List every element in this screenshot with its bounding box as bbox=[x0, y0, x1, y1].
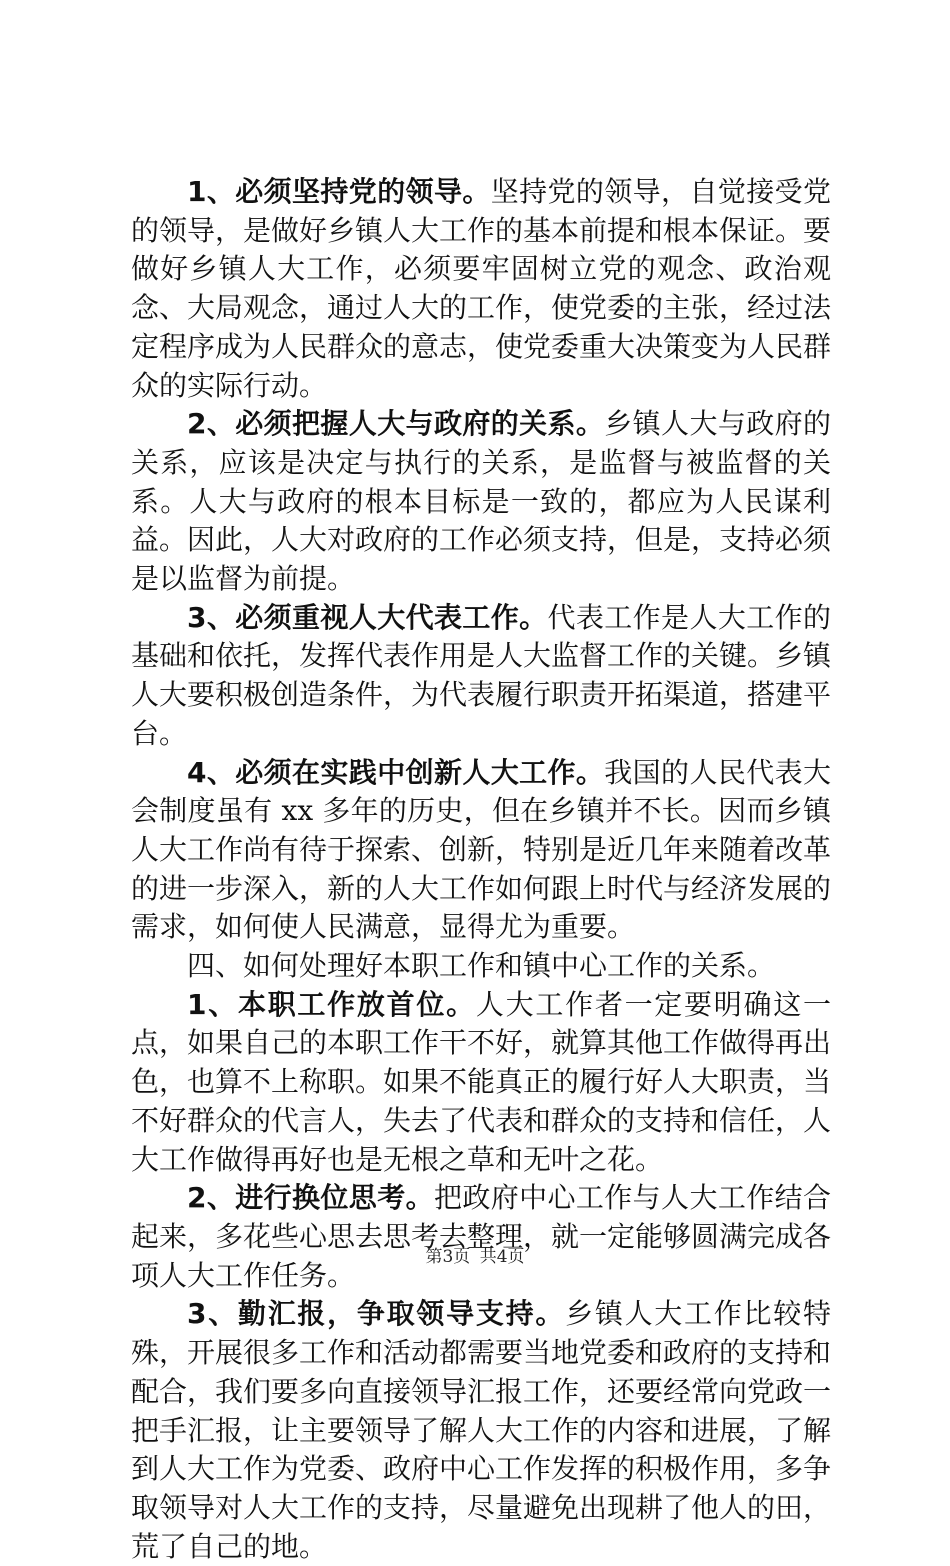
paragraph-lead: 3、必须重视人大代表工作。 bbox=[187, 600, 548, 634]
paragraph-lead: 2、进行换位思考。 bbox=[187, 1181, 434, 1215]
paragraph-text: 我国的人民代表大会制度虽有 xx 多年的历史，但在乡镇并不长。因而乡镇人大工作尚有待于探索、创新，特别是近几年来随着改革的进一步深入，新的人大工作如何跟上时代与经济发展的需求，如何使人民满意，显得尤为重要。 bbox=[131, 755, 832, 944]
paragraph-lead: 1、必须坚持党的领导。 bbox=[187, 175, 491, 208]
paragraph-text: 人大工作者一定要明确这一点，如果自己的本职工作干不好，就算其他工作做得再出色，也算不上称职。如果不能真正的履行好人大职责，当不好群众的代言人，失去了代表和群众的支持和信任，人大工作做得再好也是无根之草和无叶之花。 bbox=[131, 987, 832, 1176]
page-footer bbox=[0, 1242, 950, 1267]
paragraph-1 bbox=[131, 173, 831, 405]
page-total: 共4页 bbox=[479, 1247, 525, 1267]
section-paragraph-2 bbox=[131, 1179, 831, 1295]
paragraph-text: 坚持党的领导，自觉接受党的领导，是做好乡镇人大工作的基本前提和根本保证。要做好乡镇人大工作，必须要牢固树立党的观念、政治观念、大局观念，通过人大的工作，使党委的主张，经过法定程序成为人民群众的意志，使党委重大决策变为人民群众的实际行动。 bbox=[131, 175, 832, 402]
paragraph-4 bbox=[131, 754, 831, 948]
section-heading: 四、如何处理好本职工作和镇中心工作的关系。 bbox=[187, 949, 776, 983]
document-body bbox=[131, 173, 831, 1566]
paragraph-text: 乡镇人大与政府的关系，应该是决定与执行的关系，是监督与被监督的关系。人大与政府的根本目标是一致的，都应为人民谋利益。因此，人大对政府的工作必须支持，但是，支持必须是以监督为前提。 bbox=[131, 407, 832, 596]
page-number: 第3页 bbox=[425, 1247, 471, 1267]
paragraph-text: 乡镇人大工作比较特殊，开展很多工作和活动都需要当地党委和政府的支持和配合，我们要多向直接领导汇报工作，还要经常向党政一把手汇报，让主要领导了解人大工作的内容和进展，了解到人大工作为党委、政府中心工作发挥的积极作用，多争取领导对人大工作的支持，尽量避免出现耕了他人的田，荒了自己的地。 bbox=[131, 1297, 832, 1563]
paragraph-text: 把政府中心工作与人大工作结合起来，多花些心思去思考去整理，就一定能够圆满完成各项人大工作任务。 bbox=[131, 1181, 832, 1292]
section-paragraph-1 bbox=[131, 986, 831, 1180]
paragraph-lead: 1、本职工作放首位。 bbox=[187, 987, 476, 1021]
paragraph-lead: 4、必须在实践中创新人大工作。 bbox=[187, 755, 605, 789]
paragraph-2 bbox=[131, 405, 831, 599]
paragraph-lead: 2、必须把握人大与政府的关系。 bbox=[187, 407, 605, 441]
paragraph-lead: 3、勤汇报，争取领导支持。 bbox=[187, 1297, 566, 1331]
paragraph-text: 代表工作是人大工作的基础和依托，发挥代表作用是人大监督工作的关键。乡镇人大要积极创造条件，为代表履行职责开拓渠道，搭建平台。 bbox=[131, 600, 832, 750]
paragraph-3 bbox=[131, 599, 831, 754]
section-paragraph-3 bbox=[131, 1295, 831, 1566]
